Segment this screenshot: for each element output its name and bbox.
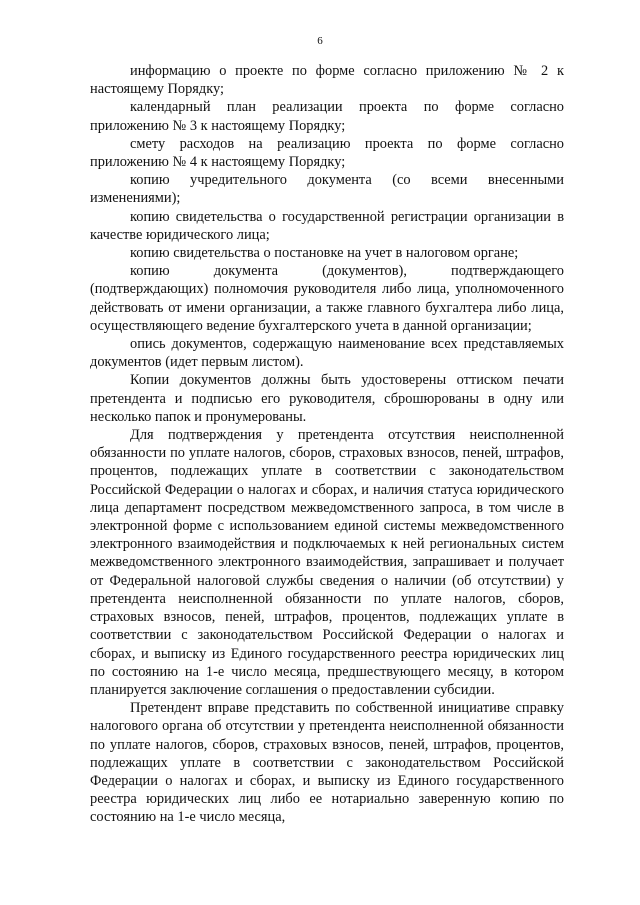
page-number: 6	[317, 35, 323, 47]
list-item-inventory: опись документов, содержащую наименование всех представляемых документов (идет первым листом).	[90, 336, 564, 371]
list-item-calendar-plan: календарный план реализации проекта по форме согласно приложению № 3 к настоящему Порядку;	[90, 99, 564, 134]
paragraph-tax-verification: Для подтверждения у претендента отсутствия неисполненной обязанности по уплате налогов, сборов, страховых взносов, пеней, штрафов, процентов, подлежащих уплате в соответствии с законодательством Российской Федерации о налогах и сборах, и наличия статуса юридического лица департамент посредством межведомственного запроса, в том числе в электронной форме с использованием единой системы межведомственного электронного взаимодействия и подключаемых к ней региональных систем межведомственного электронного взаимодействия, запрашивает и получает от Федеральной налоговой службы сведения о наличии (об отсутствии) у претендента неисполненной обязанности по уплате налогов, сборов, страховых взносов, пеней, штрафов, процентов, подлежащих уплате в соответствии с законодательством Российской Федерации о налогах и сборах, и выписку из Единого государственного реестра юридических лиц по состоянию на 1-е число месяца, предшествующего месяцу, в котором планируется заключение соглашения о предоставлении субсидии.	[90, 427, 564, 698]
document-body	[90, 62, 564, 827]
list-item-authority-documents: копию документа (документов), подтверждающего (подтверждающих) полномочия руководителя либо лица, уполномоченного действовать от имени организации, а также главного бухгалтера либо лица, осуществляющего ведение бухгалтерского учета в данной организации;	[90, 263, 564, 334]
paragraph-applicant-initiative: Претендент вправе представить по собственной инициативе справку налогового органа об отсутствии у претендента неисполненной обязанности по уплате налогов, сборов, страховых взносов, пеней, штрафов, процентов, подлежащих уплате в соответствии с законодательством Российской Федерации о налогах и сборах, и выписку из Единого государственного реестра юридических лиц либо ее нотариально заверенную копию по состоянию на 1-е число месяца,	[90, 700, 564, 826]
list-item-tax-registration: копию свидетельства о постановке на учет в налоговом органе;	[130, 245, 519, 262]
paragraph-copies-certification: Копии документов должны быть удостоверены оттиском печати претендента и подписью его руководителя, сброшюрованы в одну или несколько папок и пронумерованы.	[90, 372, 564, 425]
list-item-project-info: информацию о проекте по форме согласно приложению № 2 к настоящему Порядку;	[90, 63, 564, 98]
list-item-registration-certificate: копию свидетельства о государственной регистрации организации в качестве юридического лица;	[90, 208, 564, 243]
list-item-expense-estimate: смету расходов на реализацию проекта по форме согласно приложению № 4 к настоящему Порядку;	[90, 135, 564, 171]
list-item-founding-document: копию учредительного документа (со всеми внесенными изменениями);	[90, 172, 564, 207]
